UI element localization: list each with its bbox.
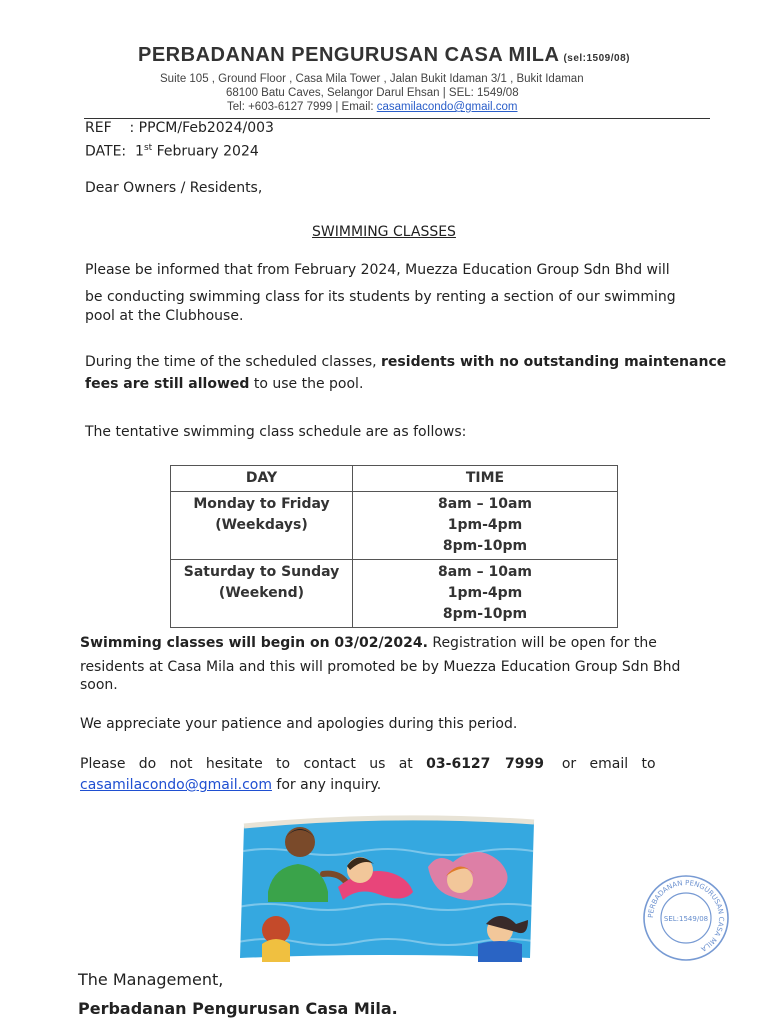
p2-bold-1: residents with no outstanding maintenance: [381, 354, 727, 370]
contact-tel: Tel: +603-6127 7999 | Email:: [227, 101, 377, 113]
official-stamp: [640, 872, 732, 964]
p4-bold: Swimming classes will begin on 03/02/2024.: [80, 635, 428, 651]
time-cell: [353, 492, 618, 560]
date-day: 1: [135, 143, 144, 160]
paragraph-2-line-2: [85, 374, 363, 394]
date-rest: February 2024: [156, 143, 259, 160]
day-cell: [171, 560, 353, 628]
stamp-ring-text: PERBADANAN PENGURUSAN CASA MILA: [646, 878, 726, 953]
address-line-2: 68100 Batu Caves, Selangor Darul Ehsan | SEL: 1549/08: [226, 87, 519, 99]
time-slot: 1pm-4pm: [447, 517, 523, 533]
paragraph-4-line-2: residents at Casa Mila and this will promoted be by Muezza Education Group Sdn Bhd: [80, 659, 681, 675]
time-slot: 8am – 10am: [437, 496, 533, 512]
time-slot: 8am – 10am: [437, 564, 533, 580]
p6-tail: or email to: [561, 756, 656, 772]
day-type: (Weekdays): [215, 517, 308, 533]
contact-line: [227, 101, 518, 113]
day-cell: [171, 492, 353, 560]
paragraph-1-line-3: pool at the Clubhouse.: [85, 308, 244, 324]
paragraph-2-line-1: [85, 352, 726, 372]
subject-heading: SWIMMING CLASSES: [312, 224, 456, 240]
paragraph-5: We appreciate your patience and apologies during this period.: [80, 716, 518, 732]
header-time: TIME: [353, 466, 618, 492]
schedule-table: [170, 465, 618, 628]
ref-value: : PPCM/Feb2024/003: [129, 120, 274, 136]
p6-tail-2: for any inquiry.: [276, 777, 382, 793]
day-name: Saturday to Sunday: [183, 564, 340, 580]
header-email-link[interactable]: casamilacondo@gmail.com: [376, 101, 518, 113]
table-header-row: [171, 466, 618, 492]
swimming-illustration: [238, 812, 538, 962]
ref-line: [85, 118, 274, 138]
greeting: Dear Owners / Residents,: [85, 180, 263, 196]
date-suffix: st: [143, 143, 153, 153]
date-label: DATE:: [85, 143, 127, 160]
p6-normal: Please do not hesitate to contact us at: [80, 756, 413, 772]
org-name: PERBADANAN PENGURUSAN CASA MILA: [138, 44, 560, 66]
p2-normal-2: to use the pool.: [253, 376, 364, 392]
date-line: [85, 138, 259, 162]
time-slot: 8pm-10pm: [442, 606, 528, 622]
child-bottom-left: [262, 916, 290, 962]
paragraph-6-line-2: [80, 775, 381, 795]
stamp-center-text: SEL:1549/08: [663, 915, 709, 923]
signature-org: Perbadanan Pengurusan Casa Mila.: [78, 999, 398, 1018]
closing-line: The Management,: [78, 970, 224, 989]
letterhead-title: [0, 44, 768, 67]
paragraph-4-line-3: soon.: [80, 677, 118, 693]
registration-number: (sel:1509/08): [563, 53, 630, 64]
paragraph-1-line-1: Please be informed that from February 2024, Muezza Education Group Sdn Bhd will: [85, 262, 670, 278]
p2-normal-1: During the time of the scheduled classes,: [85, 354, 377, 370]
day-name: Monday to Friday: [193, 496, 330, 512]
time-cell: [353, 560, 618, 628]
contact-phone: 03-6127 7999: [426, 756, 545, 772]
time-slot: 1pm-4pm: [447, 585, 523, 601]
paragraph-1-line-2: be conducting swimming class for its students by renting a section of our swimming: [85, 289, 676, 305]
time-slot: 8pm-10pm: [442, 538, 528, 554]
paragraph-6-line-1: [80, 754, 656, 774]
address-line-1: Suite 105 , Ground Floor , Casa Mila Tower , Jalan Bukit Idaman 3/1 , Bukit Idaman: [160, 73, 584, 85]
contact-email-link[interactable]: casamilacondo@gmail.com: [80, 777, 272, 793]
header-day: DAY: [171, 466, 353, 492]
table-row: [171, 560, 618, 628]
ref-label: REF: [85, 120, 112, 136]
paragraph-4-line-1: [80, 633, 657, 653]
table-row: [171, 492, 618, 560]
day-type: (Weekend): [218, 585, 305, 601]
p4-normal: Registration will be open for the: [432, 635, 657, 651]
p2-bold-2: fees are still allowed: [85, 376, 250, 392]
paragraph-3: The tentative swimming class schedule are as follows:: [85, 424, 467, 440]
